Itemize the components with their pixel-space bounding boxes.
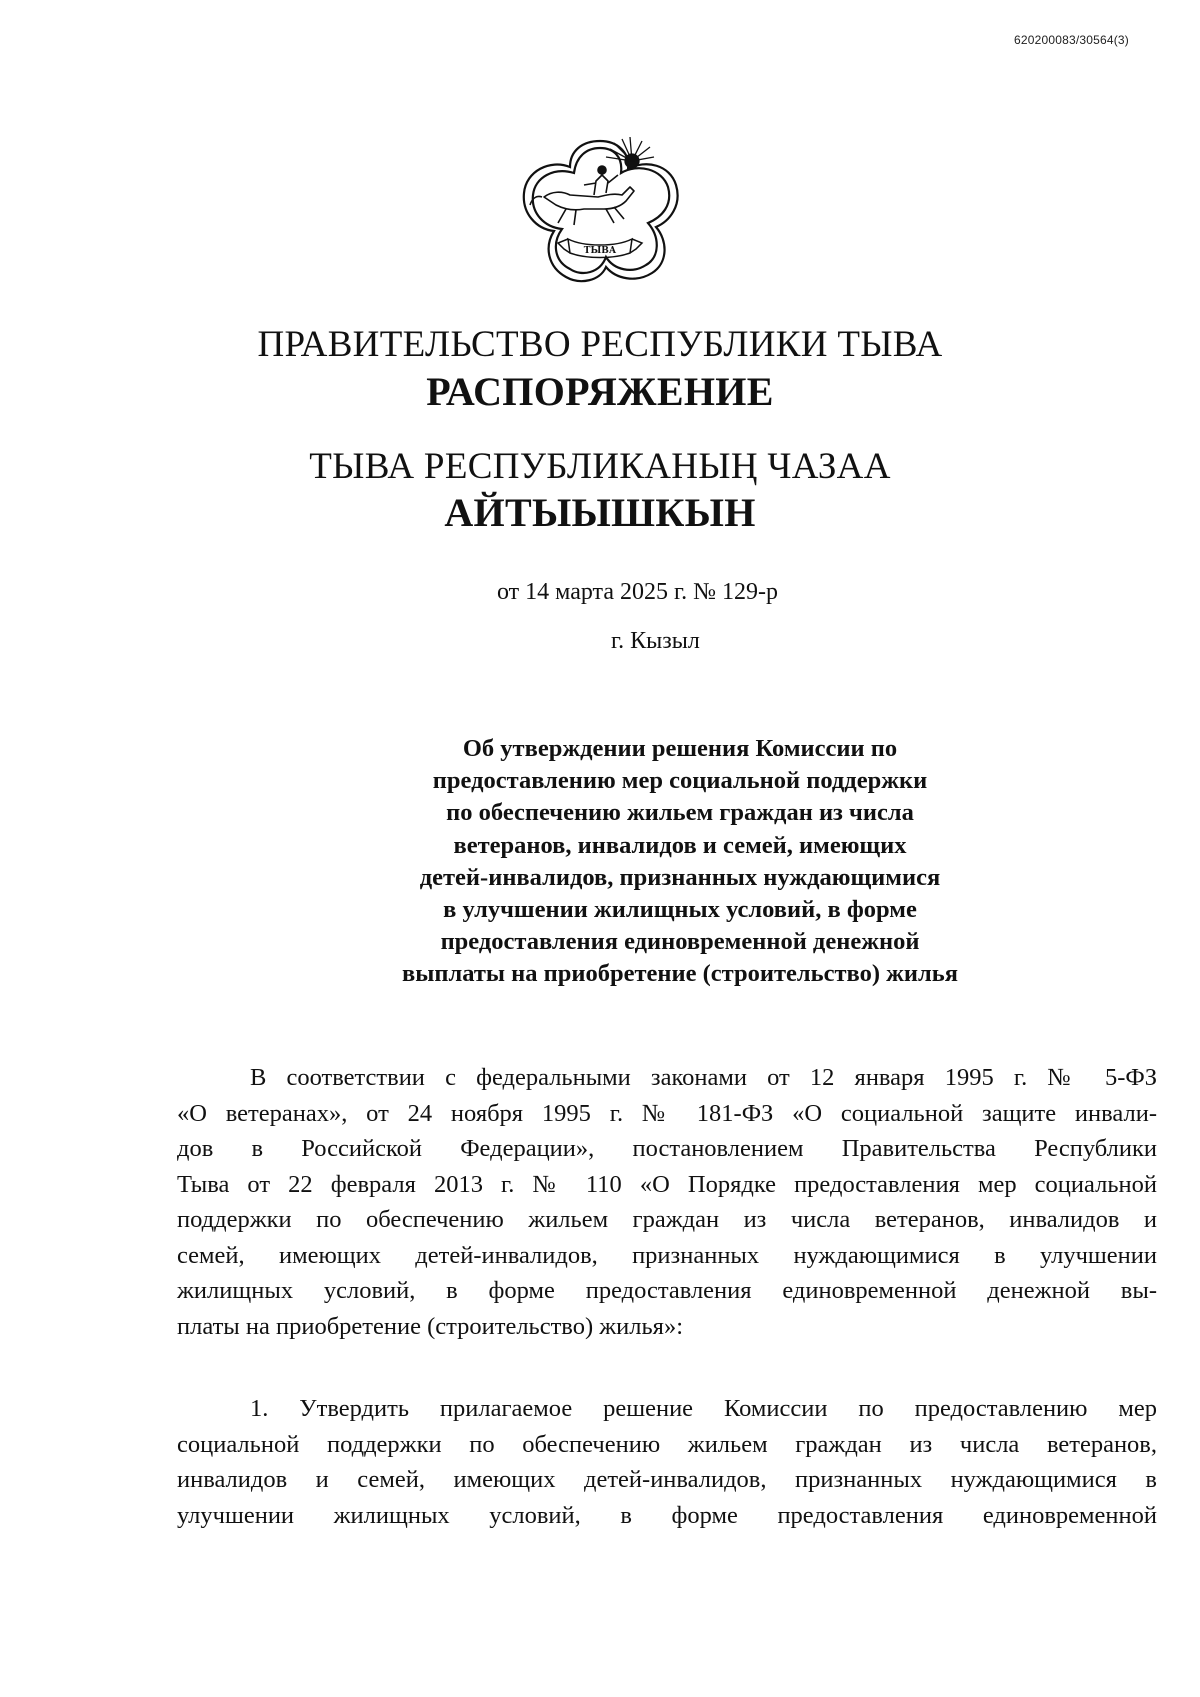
paragraph-line: 1. Утвердить прилагаемое решение Комиссии по предоставлению мер [250,1395,1157,1422]
paragraph-line: дов в Российской Федерации», постановлением Правительства Республики [177,1135,1157,1162]
title-line: Об утверждении решения Комиссии по [462,735,898,762]
item-1-paragraph [177,1391,1157,1533]
paragraph-line: семей, имеющих детей-инвалидов, признанных нуждающимися в улучшении [177,1241,1157,1269]
document-type-tv: АЙТЫЫШКЫН [444,490,756,535]
document-city: г. Кызыл [611,628,700,654]
title-line: ветеранов, инвалидов и семей, имеющих [453,831,907,859]
paragraph-line: Тыва от 22 февраля 2013 г. № 110 «О Порядке предоставления мер социальной [177,1170,1157,1198]
government-name-ru: ПРАВИТЕЛЬСТВО РЕСПУБЛИКИ ТЫВА [257,324,943,365]
preamble-paragraph [177,1060,1157,1344]
document-title [320,733,1040,991]
tuva-coat-of-arms-icon [514,135,686,285]
title-line: выплаты на приобретение (строительство) жилья [402,960,958,988]
title-line: в улучшении жилищных условий, в форме [443,896,917,924]
paragraph-line: социальной поддержки по обеспечению жильем граждан из числа ветеранов, [177,1430,1157,1458]
document-id: 620200083/30564(3) [1013,33,1129,47]
document-type-ru: РАСПОРЯЖЕНИЕ [426,369,774,414]
paragraph-line: В соответствии с федеральными законами от 12 января 1995 г. № 5-ФЗ [250,1064,1157,1091]
title-line: по обеспечению жильем граждан из числа [446,799,914,827]
paragraph-line: «О ветеранах», от 24 ноября 1995 г. № 181-ФЗ «О социальной защите инвали- [177,1099,1157,1127]
paragraph-line: платы на приобретение (строительство) жилья»: [177,1312,684,1340]
paragraph-line: инвалидов и семей, имеющих детей-инвалидов, признанных нуждающимися в [177,1466,1157,1493]
title-line: детей-инвалидов, признанных нуждающимися [419,863,941,891]
paragraph-line: поддержки по обеспечению жильем граждан из числа ветеранов, инвалидов и [177,1206,1157,1233]
paragraph-line: жилищных условий, в форме предоставления единовременной денежной вы- [177,1277,1157,1304]
title-line: предоставления единовременной денежной [440,928,920,956]
government-name-tv: ТЫВА РЕСПУБЛИКАНЫҢ ЧАЗАА [309,446,891,487]
paragraph-line: улучшении жилищных условий, в форме предоставления единовременной [177,1501,1157,1529]
svg-text:ТЫВА: ТЫВА [583,246,617,256]
title-line: предоставлению мер социальной поддержки [432,767,928,795]
document-date-number: от 14 марта 2025 г. № 129-р [497,579,778,605]
